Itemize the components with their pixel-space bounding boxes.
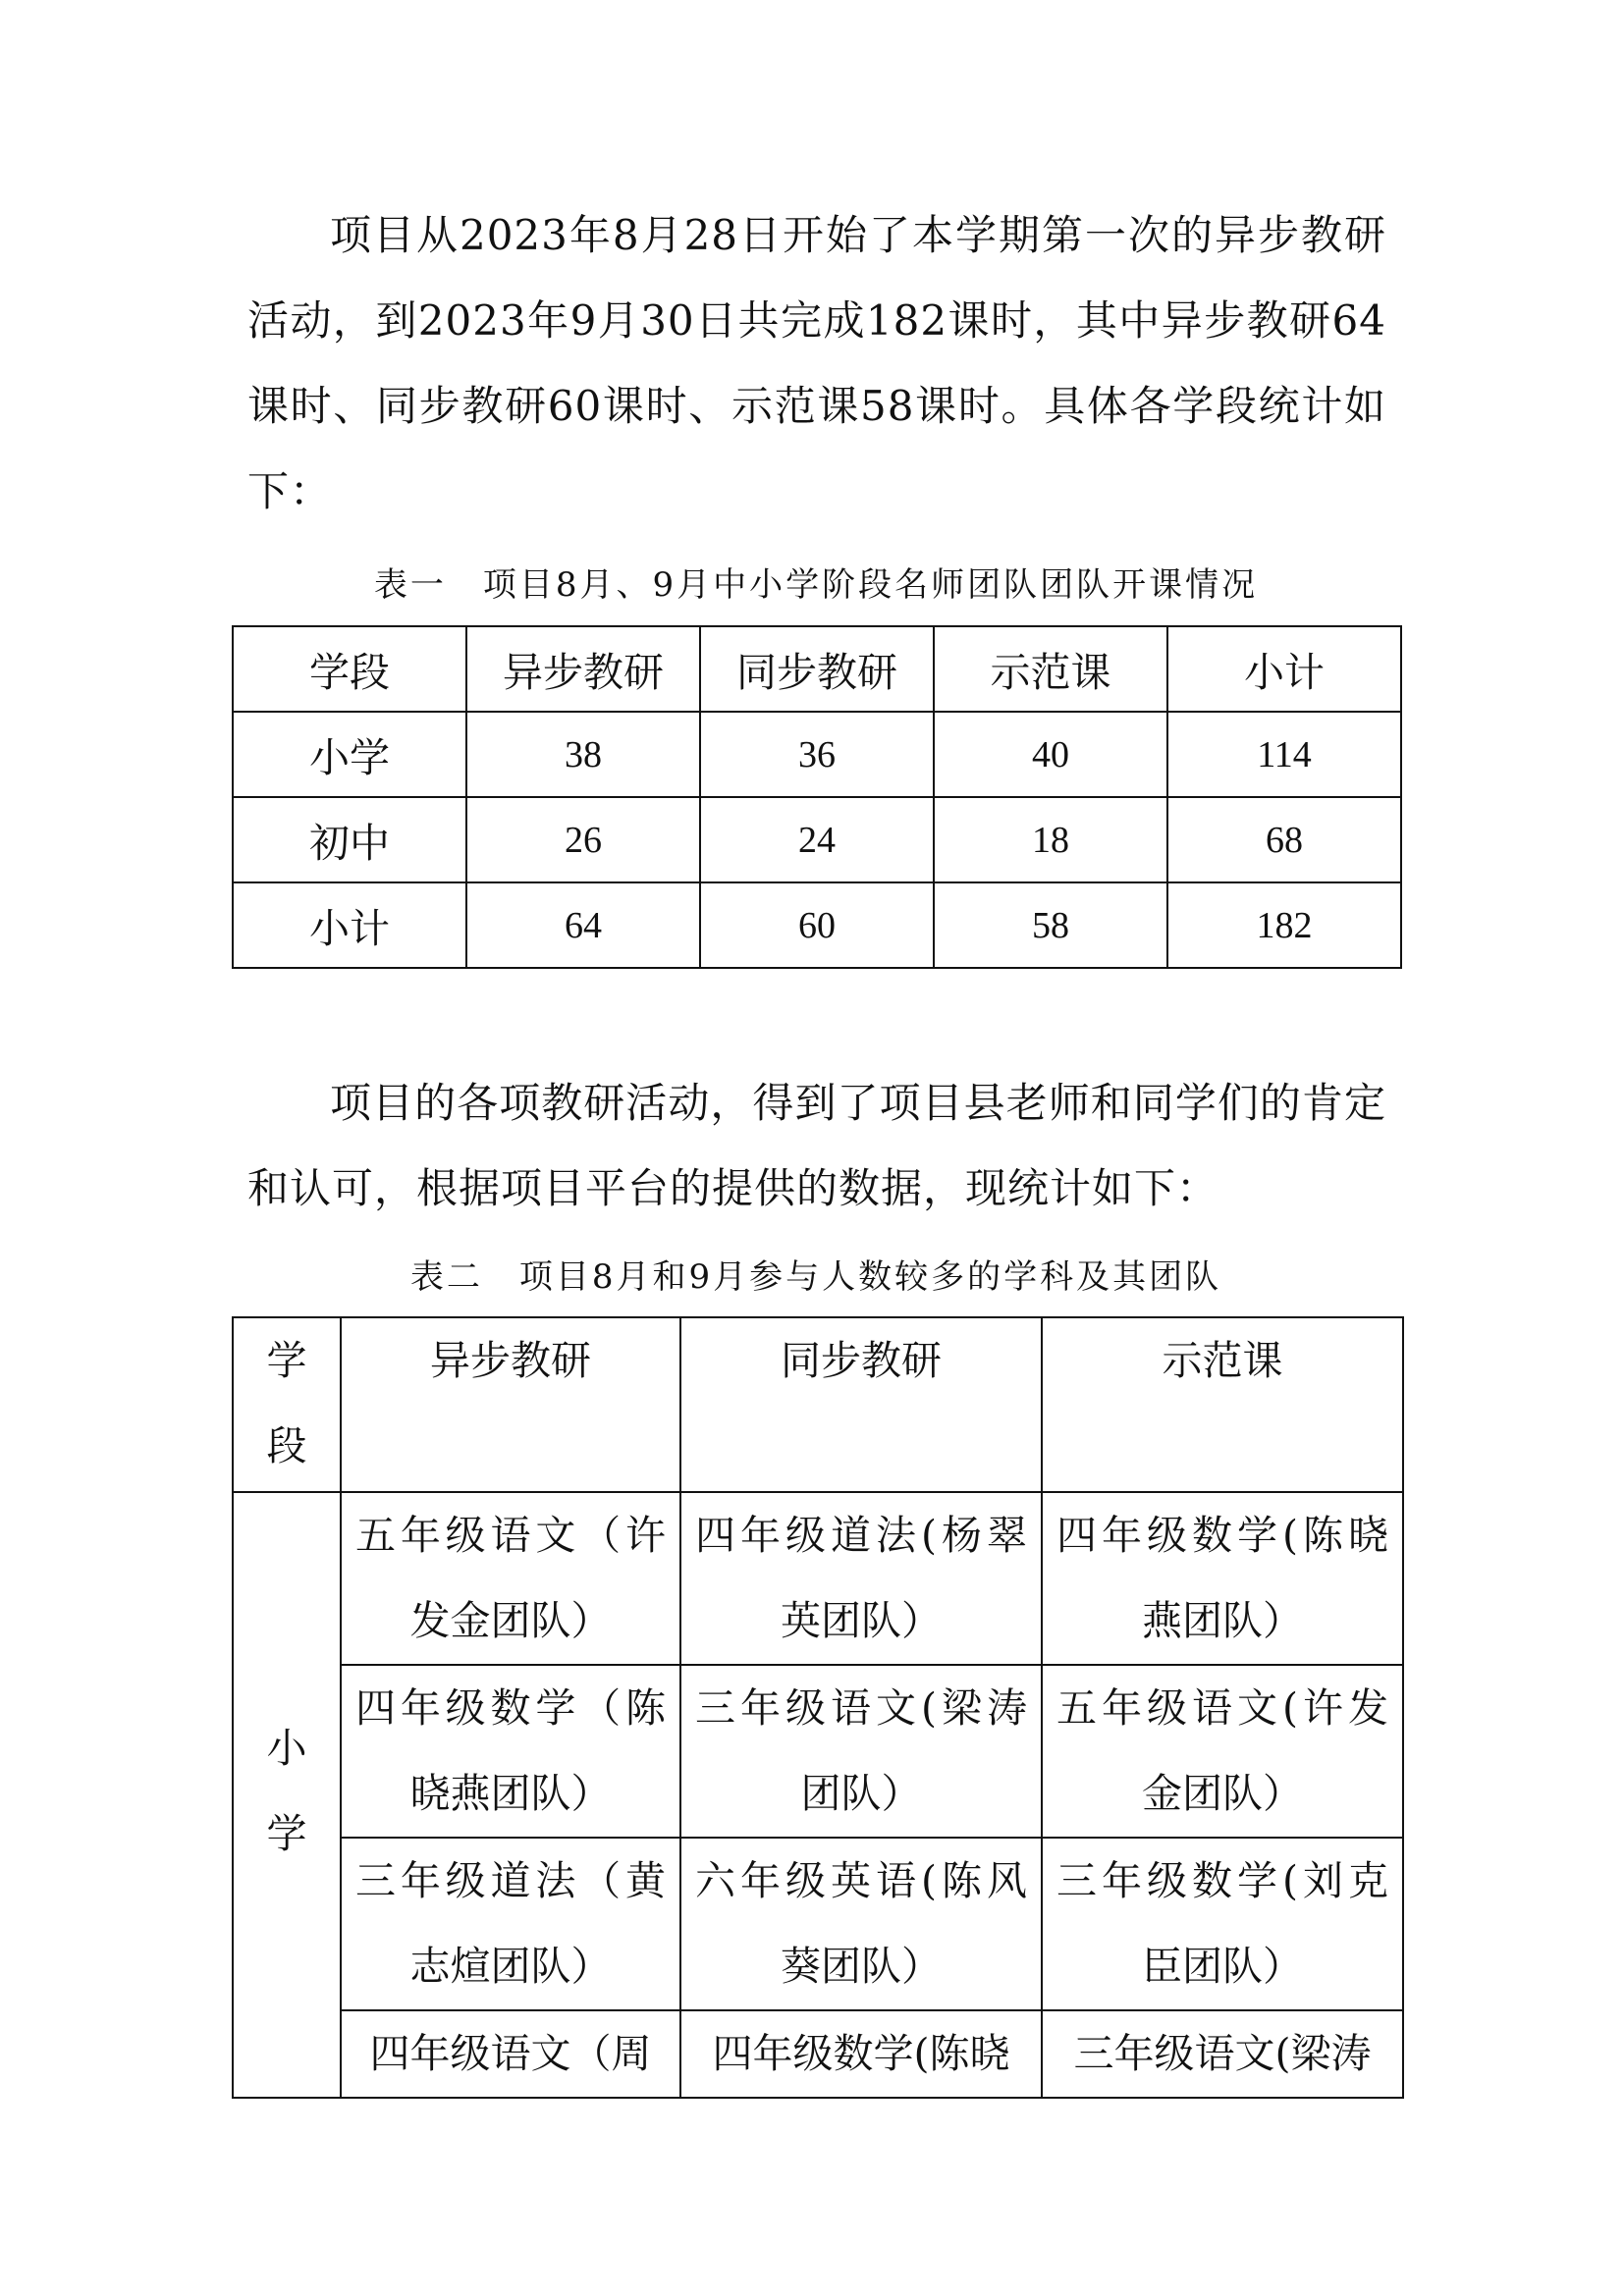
- team-cell: 三年级语文(梁涛: [1042, 2010, 1403, 2098]
- table-row: [233, 1665, 1403, 1838]
- header-cell: 学段: [233, 626, 466, 712]
- table-row: [233, 797, 1401, 882]
- header-cell: 学段: [233, 1317, 341, 1492]
- value-cell: 26: [466, 797, 700, 882]
- table2-caption: 表二 项目8月和9月参与人数较多的学科及其团队: [409, 1257, 1222, 1297]
- table-row: [233, 1838, 1403, 2010]
- table-header-row: [233, 626, 1401, 712]
- team-cell: 五年级语文(许发金团队）: [1042, 1665, 1403, 1838]
- team-cell: 六年级英语(陈风葵团队）: [680, 1838, 1042, 2010]
- header-cell: 同步教研: [700, 626, 934, 712]
- team-cell: 四年级语文（周: [341, 2010, 680, 2098]
- table1-caption: 表一 项目8月、9月中小学阶段名师团队团队开课情况: [373, 565, 1259, 605]
- value-cell: 60: [700, 882, 934, 968]
- table-row: [233, 712, 1401, 797]
- team-cell: 四年级道法(杨翠英团队）: [680, 1492, 1042, 1665]
- value-cell: 38: [466, 712, 700, 797]
- team-cell: 四年级数学(陈晓燕团队）: [1042, 1492, 1403, 1665]
- value-cell: 114: [1167, 712, 1401, 797]
- stage-cell: 小学: [233, 712, 466, 797]
- value-cell: 64: [466, 882, 700, 968]
- table-row: [233, 882, 1401, 968]
- stage-cell: 小计: [233, 882, 466, 968]
- value-cell: 68: [1167, 797, 1401, 882]
- value-cell: 24: [700, 797, 934, 882]
- value-cell: 58: [934, 882, 1167, 968]
- header-cell: 异步教研: [341, 1317, 680, 1492]
- team-cell: 四年级数学(陈晓: [680, 2010, 1042, 2098]
- stage-cell: 小学: [233, 1492, 341, 2098]
- value-cell: 182: [1167, 882, 1401, 968]
- value-cell: 36: [700, 712, 934, 797]
- stage-cell: 初中: [233, 797, 466, 882]
- team-cell: 三年级道法（黄志煊团队）: [341, 1838, 680, 2010]
- header-cell: 同步教研: [680, 1317, 1042, 1492]
- table-row: [233, 2010, 1403, 2098]
- table1: [232, 625, 1402, 969]
- header-cell: 小计: [1167, 626, 1401, 712]
- header-cell: 异步教研: [466, 626, 700, 712]
- table2: [232, 1316, 1404, 2099]
- team-cell: 五年级语文（许发金团队）: [341, 1492, 680, 1665]
- table-header-row: [233, 1317, 1403, 1492]
- header-cell: 示范课: [1042, 1317, 1403, 1492]
- second-paragraph: 项目的各项教研活动，得到了项目县老师和同学们的肯定和认可，根据项目平台的提供的数据，现统计如下：: [247, 1079, 1386, 1212]
- team-cell: 三年级数学(刘克臣团队）: [1042, 1838, 1403, 2010]
- value-cell: 40: [934, 712, 1167, 797]
- intro-paragraph: 项目从2023年8月28日开始了本学期第一次的异步教研活动，到2023年9月30日共完成182课时，其中异步教研64课时、同步教研60课时、示范课58课时。具体各学段统计如下：: [247, 211, 1386, 515]
- value-cell: 18: [934, 797, 1167, 882]
- table-row: [233, 1492, 1403, 1665]
- team-cell: 四年级数学（陈晓燕团队）: [341, 1665, 680, 1838]
- header-cell: 示范课: [934, 626, 1167, 712]
- team-cell: 三年级语文(梁涛团队）: [680, 1665, 1042, 1838]
